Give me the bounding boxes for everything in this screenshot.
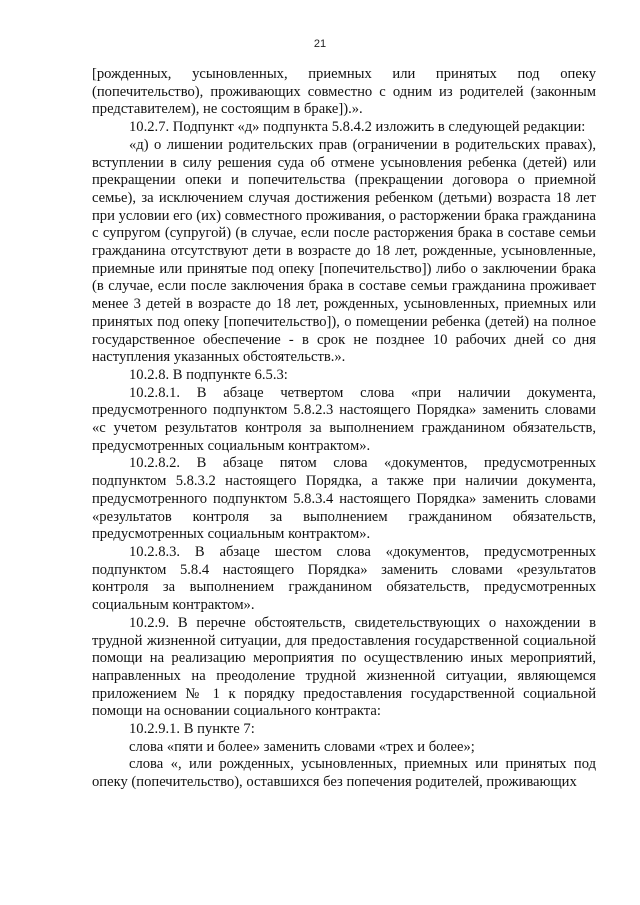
paragraph: 10.2.8.2. В абзаце пятом слова «документов, предусмотренных подпунктом 5.8.3.2 настоящего Порядка, а также при наличии документа, предусмотренного подпунктом 5.8.3.4 настоящего Порядка» заменить словами «результатов контроля за выполнением гражданином обязательств, предусмотренных социальным контрактом». (92, 455, 596, 543)
paragraph: «д) о лишении родительских прав (ограничении в родительских правах), вступлении в силу решения суда об отмене усыновления ребенка (детей) или прекращении опеки и попечительства (прекращении договора о приемной семье), за исключением случая достижения ребенком (детьми) возраста 18 лет при условии его (их) совместного проживания, о расторжении брака гражданина с супругом (супругой) (в случае, если после расторжения брака в составе семьи гражданина отсутствуют дети в возрасте до 18 лет, рожденные, усыновленные, приемные или принятые под опеку [попечительство]) либо о заключении брака (в случае, если после заключения брака в составе семьи гражданина проживает менее 3 детей в возрасте до 18 лет, рожденных, усыновленных, приемных или принятых под опеку [попечительство]), о помещении ребенка (детей) на полное государственное обеспечение - в срок не позднее 10 рабочих дней со дня наступления указанных обстоятельств.». (92, 136, 596, 366)
paragraph: слова «пяти и более» заменить словами «трех и более»; (129, 738, 475, 755)
page-number: 21 (313, 38, 327, 50)
paragraph: [рожденных, усыновленных, приемных или принятых под опеку (попечительство), проживающих совместно с одним из родителей (законным представителем), не состоящим в браке]).». (92, 66, 596, 118)
paragraph: 10.2.7. Подпункт «д» подпункта 5.8.4.2 изложить в следующей редакции: (129, 119, 586, 136)
document-body (92, 66, 596, 792)
paragraph: слова «, или рожденных, усыновленных, приемных или принятых под опеку (попечительство), оставшихся без попечения родителей, проживающих (92, 756, 596, 791)
paragraph: 10.2.8. В подпункте 6.5.3: (129, 366, 288, 383)
paragraph: 10.2.8.3. В абзаце шестом слова «документов, предусмотренных подпунктом 5.8.4 настоящего Порядка» заменить словами «результатов контроля за выполнением гражданином обязательств, предусмотренных социальным контрактом». (92, 543, 596, 614)
paragraph: 10.2.8.1. В абзаце четвертом слова «при наличии документа, предусмотренного подпунктом 5.8.2.3 настоящего Порядка» заменить словами «с учетом результатов контроля за выполнением гражданином обязательств, предусмотренных социальным контрактом». (92, 384, 596, 454)
paragraph: 10.2.9.1. В пункте 7: (129, 721, 255, 738)
paragraph: 10.2.9. В перечне обстоятельств, свидетельствующих о нахождении в трудной жизненной ситуации, для предоставления государственной социальной помощи на реализацию мероприятия по осуществлению иных мероприятий, направленных на преодоление трудной жизненной ситуации, являющемся приложением № 1 к порядку предоставления государственной социальной помощи на основании социального контракта: (92, 614, 596, 720)
